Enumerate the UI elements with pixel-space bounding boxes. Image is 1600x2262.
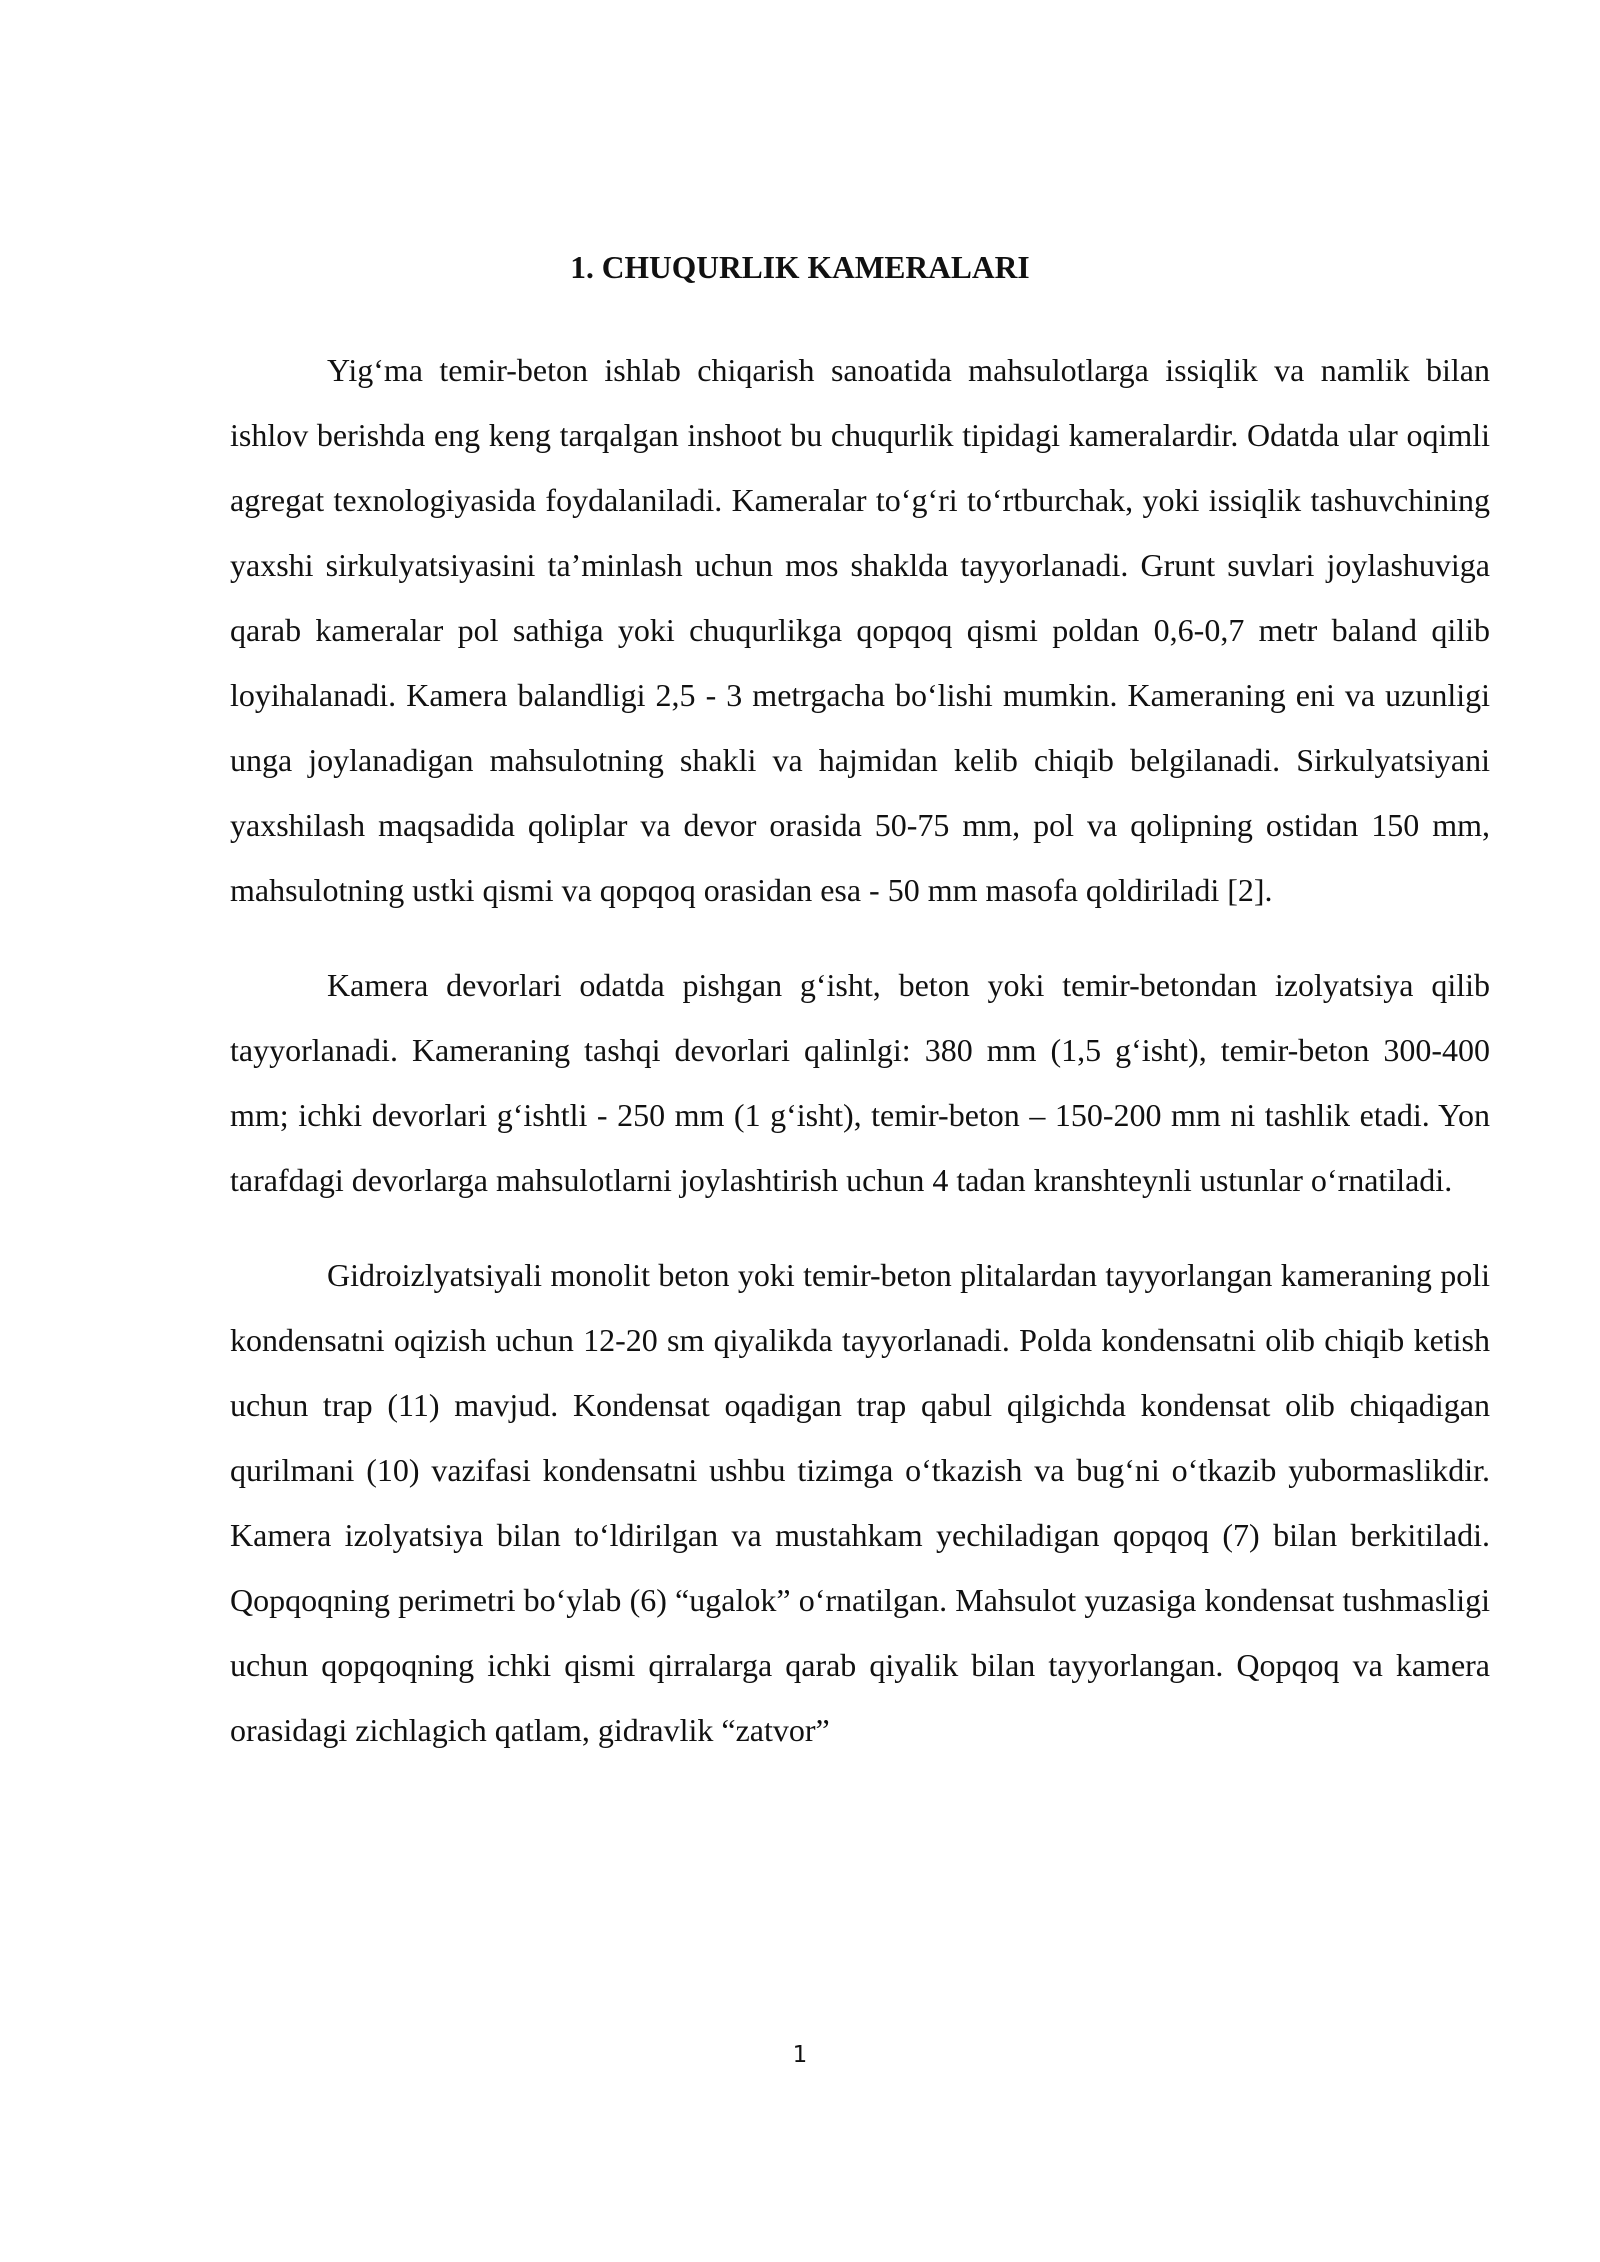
paragraph-2: Kamera devorlari odatda pishgan g‘isht, beton yoki temir-betondan izolyatsiya qilib tayyorlanadi. Kameraning tashqi devorlari qalinlgi: 380 mm (1,5 g‘isht), temir-beton 300-400 mm; ichki devorlari g‘ishtli - 250 mm (1 g‘isht), temir-beton – 150-200 mm ni tashlik etadi. Yon tarafdagi devorlarga mahsulotlarni joylashtirish uchun 4 tadan kranshteynli ustunlar o‘rnatiladi. xyxy=(230,967,1490,1198)
section-title: 1. CHUQURLIK KAMERALARI xyxy=(570,250,1030,285)
page-number: 1 xyxy=(792,2042,808,2068)
body-text xyxy=(230,338,1490,1763)
paragraph-3: Gidroizlyatsiyali monolit beton yoki temir-beton plitalardan tayyorlangan kameraning poli kondensatni oqizish uchun 12-20 sm qiyalikda tayyorlanadi. Polda kondensatni olib chiqib ketish uchun trap (11) mavjud. Kondensat oqadigan trap qabul qilgichda kondensat olib chiqadigan qurilmani (10) vazifasi kondensatni ushbu tizimga o‘tkazish va bug‘ni o‘tkazib yubormaslikdir. Kamera izolyatsiya bilan to‘ldirilgan va mustahkam yechiladigan qopqoq (7) bilan berkitiladi. Qopqoqning perimetri bo‘ylab (6) “ugalok” o‘rnatilgan. Mahsulot yuzasiga kondensat tushmasligi uchun qopqoqning ichki qismi qirralarga qarab qiyalik bilan tayyorlangan. Qopqoq va kamera orasidagi zichlagich qatlam, gidravlik “zatvor” xyxy=(230,1257,1490,1748)
paragraph-1: Yig‘ma temir-beton ishlab chiqarish sanoatida mahsulotlarga issiqlik va namlik bilan ishlov berishda eng keng tarqalgan inshoot bu chuqurlik tipidagi kameralardir. Odatda ular oqimli agregat texnologiyasida foydalaniladi. Kameralar to‘g‘ri to‘rtburchak, yoki issiqlik tashuvchining yaxshi sirkulyatsiyasini ta’minlash uchun mos shaklda tayyorlanadi. Grunt suvlari joylashuviga qarab kameralar pol sathiga yoki chuqurlikga qopqoq qismi poldan 0,6-0,7 metr baland qilib loyihalanadi. Kamera balandligi 2,5 - 3 metrgacha bo‘lishi mumkin. Kameraning eni va uzunligi unga joylanadigan mahsulotning shakli va hajmidan kelib chiqib belgilanadi. Sirkulyatsiyani yaxshilash maqsadida qoliplar va devor orasida 50-75 mm, pol va qolipning ostidan 150 mm, mahsulotning ustki qismi va qopqoq orasidan esa - 50 mm masofa qoldiriladi [2]. xyxy=(230,352,1490,908)
